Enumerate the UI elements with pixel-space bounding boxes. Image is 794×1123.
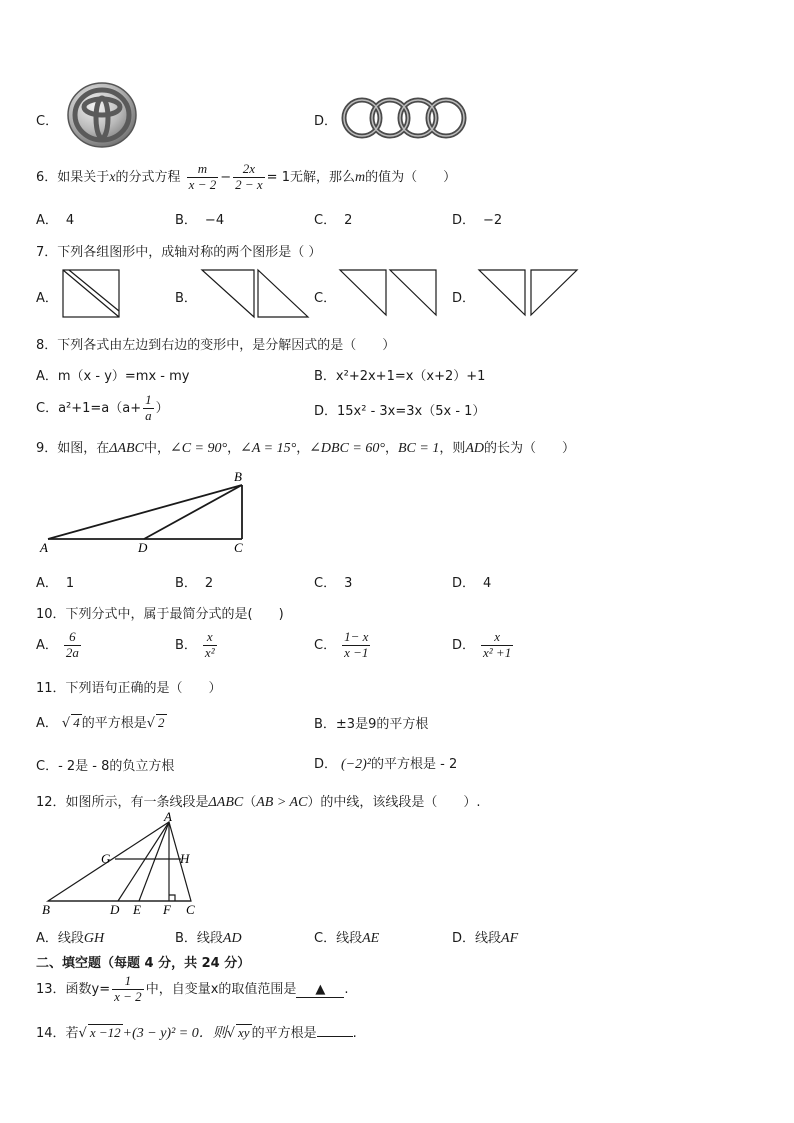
q14-radicand-1: x −12 <box>89 1025 121 1040</box>
q12-option-d-label: D．线段 <box>452 931 502 946</box>
q10-option-c-label: C． <box>314 637 337 653</box>
q6-f2-num: 2x <box>233 162 265 178</box>
q6-var-m: m <box>354 169 366 185</box>
q14-post: 的平方根是 <box>251 1026 317 1041</box>
q12-condition: AB > AC <box>256 795 308 810</box>
q12-label-h: H <box>180 851 190 866</box>
q11-d-post: 的平方根是 - 2 <box>370 757 458 772</box>
q13-end: . <box>344 981 349 997</box>
q10-option-d <box>452 630 515 661</box>
q12-triangle: ΔABC <box>208 795 244 810</box>
q11-option-d <box>314 753 457 773</box>
q13-answer-blank[interactable] <box>296 982 344 998</box>
q6-option-b <box>175 209 224 228</box>
q8-c-den: a <box>145 407 152 423</box>
q14-answer-blank[interactable] <box>317 1025 353 1037</box>
q6-fraction-1 <box>187 162 219 193</box>
q9-option-c-label: C． <box>314 576 337 591</box>
question-13 <box>36 974 349 1005</box>
q10-option-c-fraction <box>342 630 370 661</box>
q12-label-e: E <box>133 902 141 917</box>
q9-option-d <box>452 572 491 591</box>
q7-figure-a <box>60 268 124 320</box>
q9-t1: 中， <box>143 441 170 456</box>
q6-option-a-value: 4 <box>65 213 75 228</box>
q10-c-den: x −1 <box>344 644 369 660</box>
q12-option-a-seg: GH <box>83 931 105 946</box>
q8-c-fraction <box>143 393 154 424</box>
q9-t3: 的长为（ ） <box>484 441 576 456</box>
q9-angle-dbc: ∠DBC = 60° <box>309 441 385 456</box>
q11-a-mid: 的平方根是 <box>81 716 147 731</box>
q6-text-post: 的值为（ ） <box>365 169 457 185</box>
q8-option-d: D．15x² - 3x=3x（5x - 1） <box>314 404 486 419</box>
q9-t2: ，则 <box>439 441 466 456</box>
q12-option-c-seg: AE <box>362 931 380 946</box>
q8-option-a: A．m（x - y）=mx - my <box>36 369 190 384</box>
q12-label-g: G <box>101 851 111 866</box>
q8-option-c <box>36 393 169 424</box>
question-9 <box>36 437 575 457</box>
q10-option-b-label: B． <box>175 637 197 653</box>
question-6 <box>36 162 456 193</box>
q12-option-a-label: A．线段 <box>36 931 84 946</box>
q9-option-d-value: 4 <box>483 576 492 591</box>
q6-option-c <box>314 209 352 228</box>
q11-option-b: B．±3是9的平方根 <box>314 717 429 732</box>
q9-option-c-value: 3 <box>344 576 353 591</box>
q11-d-label: D． <box>314 757 338 772</box>
q10-option-b-fraction <box>203 630 217 661</box>
q8-c-text: C．a²+1=a（a+ <box>36 400 142 416</box>
q7-option-d-label: D． <box>452 291 476 306</box>
q14-mid: +(3 − y)² = 0．则 <box>122 1026 227 1041</box>
q12-triangle-figure <box>38 812 218 920</box>
q9-sep3: ， <box>384 441 398 456</box>
q7-figure-b <box>200 268 312 320</box>
question-10: 10．下列分式中，属于最简分式的是( ) <box>36 607 284 622</box>
q9-triangle-figure <box>38 466 258 558</box>
q10-option-b <box>175 630 219 661</box>
q12-t1: （ <box>243 795 257 810</box>
q9-triangle: ΔABC <box>109 441 144 456</box>
q8-c-num: 1 <box>145 392 152 407</box>
question-7: 7．下列各组图形中，成轴对称的两个图形是（ ） <box>36 245 322 260</box>
q13-mark: ▲ <box>315 981 326 997</box>
q10-d-num: x <box>481 630 513 646</box>
q10-b-num: x <box>203 630 217 646</box>
q14-pre: 14．若 <box>36 1026 79 1041</box>
q12-label-b: B <box>42 902 50 917</box>
q10-a-num: 6 <box>64 630 81 646</box>
q6-var-x: x <box>109 169 116 185</box>
q6-option-c-label: C． <box>314 213 337 228</box>
q11-d-expr: (−2)² <box>341 757 371 772</box>
q6-option-d-label: D． <box>452 213 476 228</box>
q12-text-pre: 12．如图所示，有一条线段是 <box>36 795 209 810</box>
q12-option-b <box>175 927 242 947</box>
q9-label-d: D <box>138 540 148 555</box>
q6-option-a <box>36 209 74 228</box>
q9-angle-c: ∠C = 90° <box>169 441 228 456</box>
q10-option-a-label: A． <box>36 637 58 653</box>
q10-d-den: x² +1 <box>483 644 512 660</box>
question-8: 8．下列各式由左边到右边的变形中，是分解因式的是（ ） <box>36 338 396 353</box>
q10-option-d-fraction <box>481 630 513 661</box>
q6-option-c-value: 2 <box>344 213 353 228</box>
q12-option-b-label: B．线段 <box>175 931 223 946</box>
q9-option-a <box>36 572 74 591</box>
q13-den: x − 2 <box>114 988 142 1004</box>
q13-pre: 13．函数y= <box>36 981 111 997</box>
q6-text-mid: 的分式方程 <box>115 169 181 185</box>
q12-option-c-label: C．线段 <box>314 931 363 946</box>
q6-f1-den: x − 2 <box>188 176 217 192</box>
q6-minus: − <box>220 169 232 185</box>
q14-end: . <box>352 1026 357 1041</box>
q6-text-pre: 如果关于 <box>57 169 110 185</box>
q5-option-d-label: D． <box>314 114 338 129</box>
q9-option-b-label: B． <box>175 576 197 591</box>
q13-fraction <box>112 974 144 1005</box>
q10-option-c <box>314 630 372 661</box>
q10-b-den: x² <box>204 644 215 660</box>
q6-option-d <box>452 209 502 228</box>
q14-radicand-2: xy <box>238 1025 250 1040</box>
question-11: 11．下列语句正确的是（ ） <box>36 681 222 696</box>
q12-label-a: A <box>164 812 172 824</box>
question-12 <box>36 791 481 811</box>
q12-label-d: D <box>110 902 120 917</box>
q13-num: 1 <box>112 974 144 990</box>
q10-c-num: 1− x <box>344 629 369 644</box>
q7-figure-d <box>477 268 581 320</box>
audi-logo-icon <box>339 93 469 143</box>
q12-option-d-seg: AF <box>501 931 519 946</box>
q9-angle-a: ∠A = 15° <box>240 441 297 456</box>
q9-label-a: A <box>40 540 48 555</box>
q9-ad: AD <box>465 441 485 456</box>
q9-option-a-label: A． <box>36 576 58 591</box>
q6-option-b-label: B． <box>175 213 197 228</box>
q7-option-c-label: C． <box>314 291 337 306</box>
q9-option-d-label: D． <box>452 576 476 591</box>
q5-option-c-label: C． <box>36 114 59 129</box>
q7-option-a-label: A． <box>36 291 58 306</box>
q9-bc: BC = 1 <box>398 441 440 456</box>
q12-label-f: F <box>163 902 171 917</box>
q7-figure-c <box>338 268 442 320</box>
q10-option-a-fraction <box>64 630 81 661</box>
q10-option-d-label: D． <box>452 637 476 653</box>
q6-f2-den: 2 − x <box>235 176 263 192</box>
q12-option-c <box>314 927 379 947</box>
q9-label-c: C <box>234 540 243 555</box>
q6-f1-num: m <box>187 162 219 178</box>
q11-option-a: A． √ 4 的平方根是√ 2 <box>36 715 165 731</box>
q9-text-pre: 9．如图，在 <box>36 441 110 456</box>
q7-option-b-label: B． <box>175 291 197 306</box>
q9-option-a-value: 1 <box>65 576 75 591</box>
q13-post: 中，自变量x的取值范围是 <box>145 981 297 997</box>
q6-option-a-label: A． <box>36 213 58 228</box>
q11-a-label: A． <box>36 716 58 731</box>
q12-t2: ）的中线，该线段是（ ）. <box>307 795 481 810</box>
q9-option-b-value: 2 <box>204 576 214 591</box>
q9-option-c <box>314 572 352 591</box>
q12-option-b-seg: AD <box>222 931 242 946</box>
q11-option-c: C．- 2是 - 8的负立方根 <box>36 759 175 774</box>
q9-option-b <box>175 572 213 591</box>
q6-option-b-value: −4 <box>204 213 225 228</box>
q10-option-a <box>36 630 83 661</box>
q12-option-d <box>452 927 518 947</box>
q8-c-post: ） <box>155 400 169 416</box>
q10-a-den: 2a <box>65 644 79 660</box>
q9-label-b: B <box>234 469 242 484</box>
q11-a-radicand-1: 4 <box>73 715 80 730</box>
q6-option-d-value: −2 <box>483 213 503 228</box>
q6-text-eq: = 1无解，那么 <box>266 169 355 185</box>
q6-fraction-2 <box>233 162 265 193</box>
q9-sep1: ， <box>227 441 241 456</box>
q11-a-radicand-2: 2 <box>158 715 165 730</box>
question-14: 14．若√ x −12 +(3 − y)² = 0．则√ xy 的平方根是 . <box>36 1025 357 1041</box>
section-2-heading: 二、填空题（每题 4 分，共 24 分） <box>36 956 251 971</box>
q12-option-a <box>36 927 104 947</box>
toyota-logo-icon <box>65 80 139 150</box>
q8-option-b: B．x²+2x+1=x（x+2）+1 <box>314 369 486 384</box>
q6-number: 6． <box>36 169 58 185</box>
q12-label-c: C <box>186 902 195 917</box>
q9-sep2: ， <box>296 441 310 456</box>
